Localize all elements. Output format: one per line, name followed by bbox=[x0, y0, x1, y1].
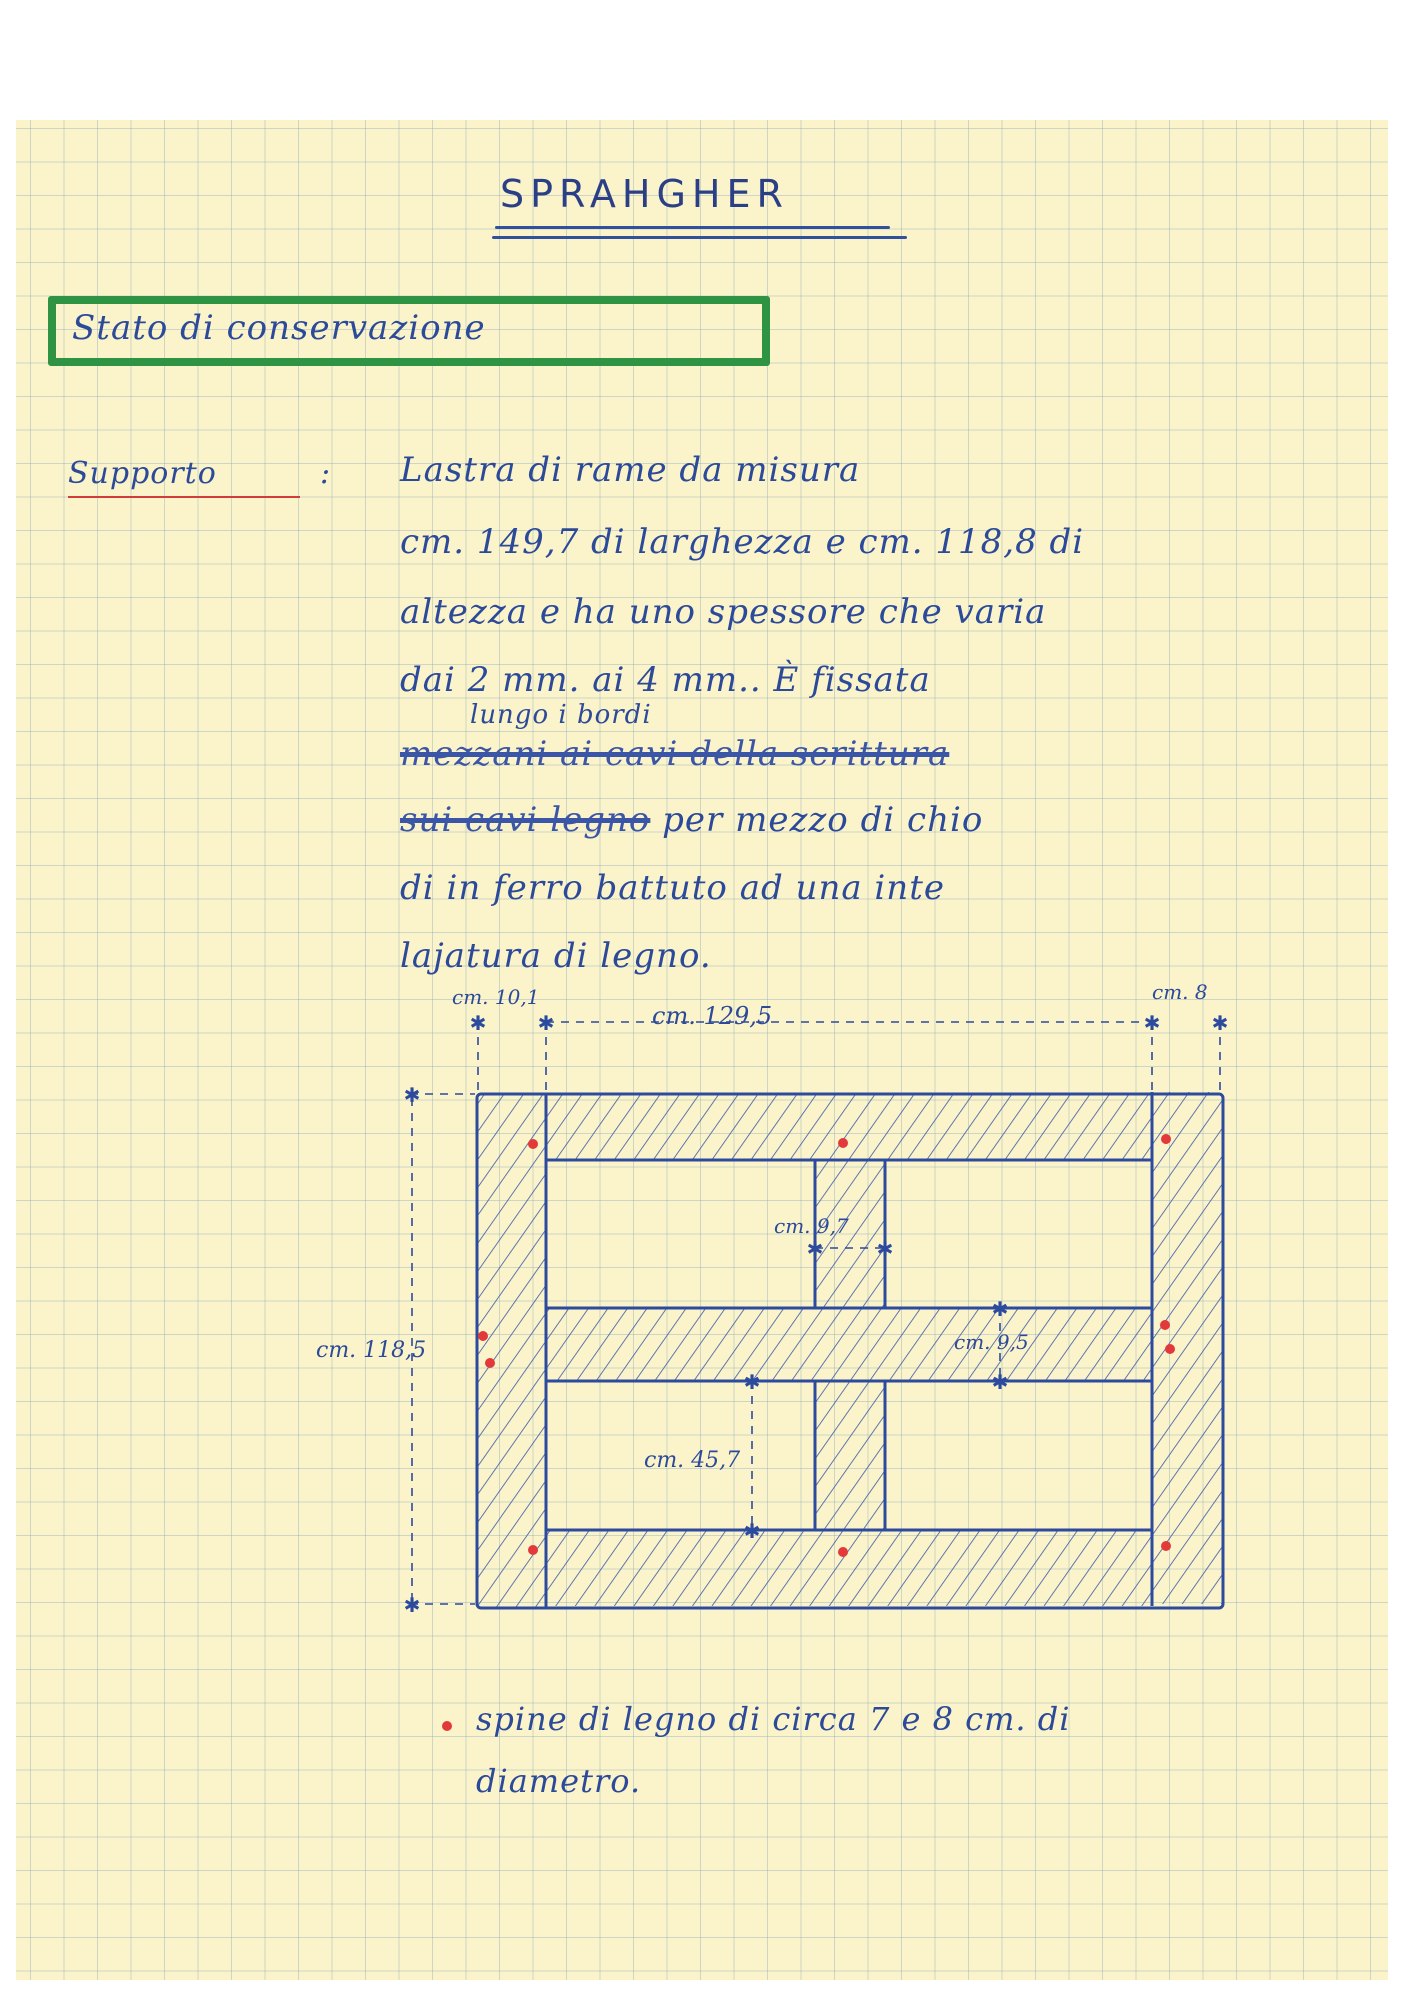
footnote-line-2: diametro. bbox=[476, 1762, 642, 1800]
body-line-2: cm. 149,7 di larghezza e cm. 118,8 di bbox=[400, 522, 1085, 562]
svg-text:✱: ✱ bbox=[537, 1011, 555, 1035]
svg-text:✱: ✱ bbox=[469, 1011, 487, 1035]
body-line-4: dai 2 mm. ai 4 mm.. È fissata bbox=[400, 660, 931, 700]
supporto-label: Supporto bbox=[68, 456, 217, 491]
body-line-6-rest: per mezzo di chio bbox=[662, 800, 984, 840]
dim-left-stile: cm. 10,1 bbox=[452, 985, 540, 1009]
svg-text:✱: ✱ bbox=[876, 1237, 894, 1261]
svg-text:✱: ✱ bbox=[743, 1370, 761, 1394]
svg-text:✱: ✱ bbox=[806, 1237, 824, 1261]
body-line-1: Lastra di rame da misura bbox=[400, 450, 861, 490]
dim-inner-width: cm. 129,5 bbox=[652, 1002, 773, 1030]
svg-text:✱: ✱ bbox=[403, 1593, 421, 1617]
body-line-8: lajatura di legno. bbox=[400, 936, 712, 976]
dowel-legend-dot bbox=[442, 1721, 452, 1731]
dim-right-stile: cm. 8 bbox=[1152, 980, 1208, 1004]
struck-text: sui cavi legno bbox=[400, 800, 651, 840]
svg-text:✱: ✱ bbox=[1143, 1011, 1161, 1035]
supporto-colon: : bbox=[320, 456, 332, 491]
section-heading: Stato di conservazione bbox=[72, 308, 486, 348]
inserted-text: lungo i bordi bbox=[470, 700, 652, 730]
struck-text-line: mezzani ai cavi della scrittura bbox=[400, 734, 950, 774]
svg-text:✱: ✱ bbox=[991, 1370, 1009, 1394]
svg-text:✱: ✱ bbox=[403, 1083, 421, 1107]
document-title: SPRAHGHER bbox=[500, 172, 789, 216]
svg-text:✱: ✱ bbox=[991, 1297, 1009, 1321]
svg-text:✱: ✱ bbox=[743, 1519, 761, 1543]
dim-middle-rail: cm. 9,5 bbox=[954, 1330, 1029, 1354]
footnote-line-1: spine di legno di circa 7 e 8 cm. di bbox=[476, 1700, 1071, 1738]
body-line-7: di in ferro battuto ad una inte bbox=[400, 868, 945, 908]
dim-vertical-piece: cm. 9,7 bbox=[774, 1214, 849, 1238]
body-line-3: altezza e ha uno spessore che varia bbox=[400, 592, 1047, 632]
svg-text:✱: ✱ bbox=[1211, 1011, 1229, 1035]
dim-lower-opening: cm. 45,7 bbox=[644, 1448, 741, 1473]
dim-total-height: cm. 118,5 bbox=[316, 1338, 427, 1363]
